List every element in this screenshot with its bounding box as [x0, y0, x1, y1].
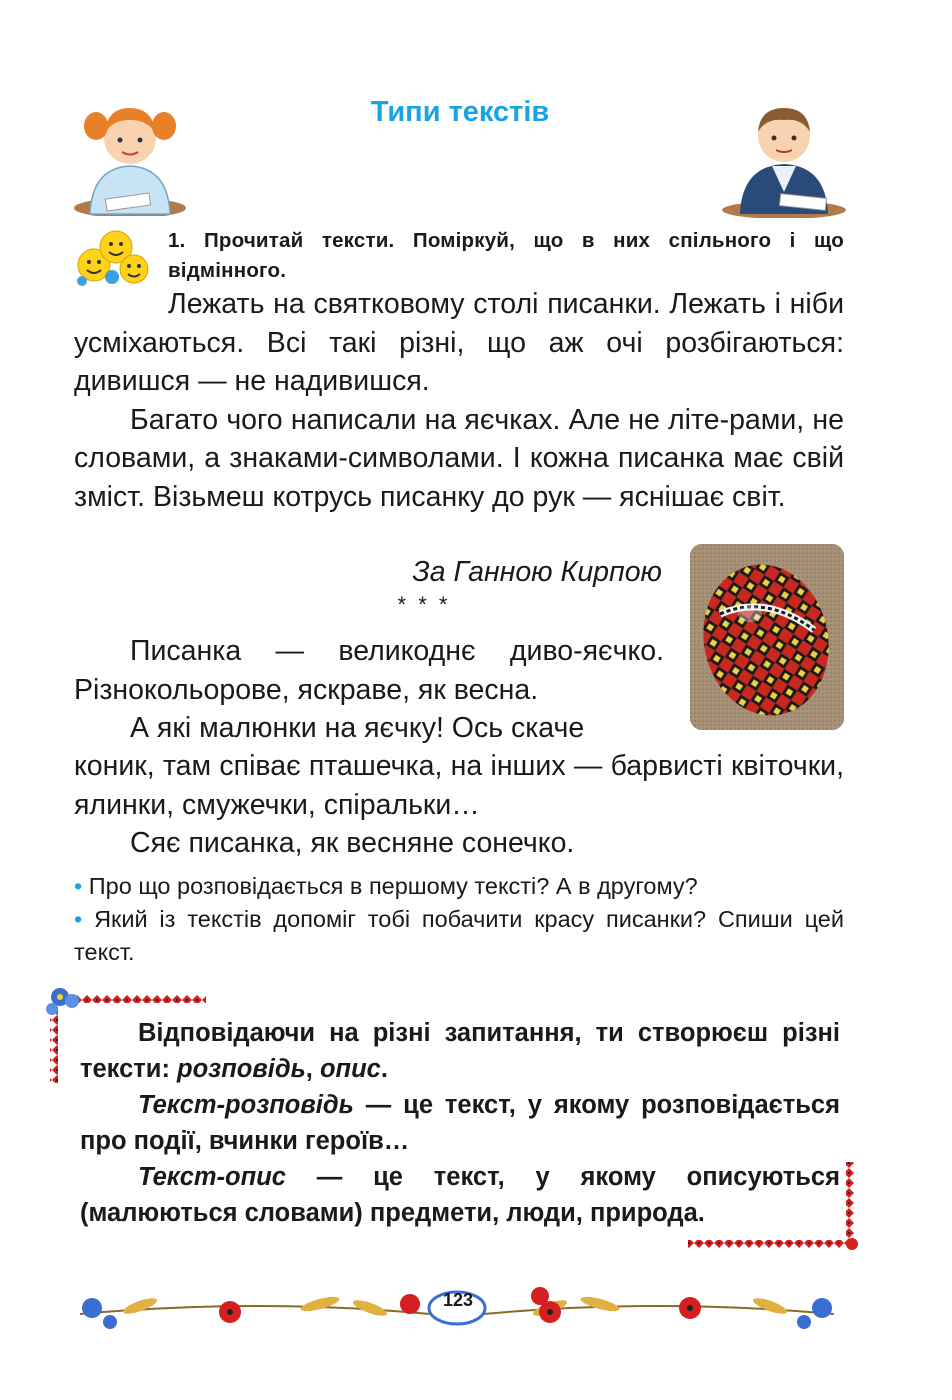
rule-type-description: опис [319, 1055, 381, 1083]
text-2-top [74, 632, 664, 748]
text-1 [74, 285, 844, 517]
smileys-icon [72, 225, 152, 289]
rule-definition-description-text: — це текст, у якому описуються (малюються словами) предмети, люди, природа. [80, 1163, 840, 1227]
question-2 [74, 903, 844, 969]
bullet-icon: • [74, 906, 83, 932]
girl-illustration [70, 96, 188, 216]
text-1-paragraph-1: Лежать на святковому столі писанки. Лежать і ніби усміхаються. Всі такі різні, що аж очі розбігаються: дивишся — не надивишся. [74, 288, 844, 398]
pysanka-icon [690, 544, 844, 730]
rule-definition-narrative-text: — це текст, у якому розповідається про події, вчинки героїв… [80, 1091, 840, 1155]
text-1-paragraph-2: Багато чого написали на яєчках. Але не літе-рами, не словами, а знаками-символами. І кожна писанка має свій зміст. Візьмеш котрусь писанку до рук — яснішає світ. [74, 403, 844, 513]
boy-illustration [720, 96, 848, 218]
question-1-text: Про що розповідається в першому тексті? А в другому? [88, 873, 698, 899]
text-2-paragraph-3: Сяє писанка, як весняне сонечко. [130, 827, 575, 860]
rule-definition-narrative [80, 1087, 840, 1159]
page-title: Типи текстів [370, 96, 550, 128]
rule-dot: . [380, 1055, 388, 1083]
page-number: 123 [442, 1290, 474, 1310]
task-instruction: 1. Прочитай тексти. Поміркуй, що в них спільного і що відмінного. [168, 229, 844, 282]
text-1-author: За Ганною Кирпою [412, 556, 662, 588]
question-2-text: Який із текстів допоміг тобі побачити красу писанки? Спиши цей текст. [74, 906, 844, 965]
rule-term-narrative: Текст-розповідь [138, 1091, 354, 1119]
text-2-bottom [74, 747, 844, 863]
text-separator: * * * [397, 592, 451, 617]
text-2-paragraph-1: Писанка — великоднє диво-яєчко. Різнокольорове, яскраве, як весна. [74, 635, 664, 706]
question-1 [74, 870, 844, 903]
embroidery-corner-bottom-right [684, 1158, 866, 1258]
text-2-paragraph-2-start: А які малюнки на яєчку! Ось скаче [130, 712, 585, 745]
text-2-paragraph-2-rest: коник, там співає пташечка, на інших — барвисті квіточки, ялинки, смужечки, спіральки… [74, 750, 844, 821]
rule-type-narrative: розповідь [177, 1055, 306, 1083]
questions-block [74, 870, 844, 969]
rule-comma: , [305, 1055, 313, 1083]
rule-intro-text: Відповідаючи на різні запитання, ти створюєш різні тексти: [80, 1019, 840, 1083]
bullet-icon: • [74, 873, 83, 899]
pysanka-photo [690, 544, 844, 730]
rule-intro [80, 1015, 840, 1087]
rule-term-description: Текст-опис [138, 1163, 286, 1191]
